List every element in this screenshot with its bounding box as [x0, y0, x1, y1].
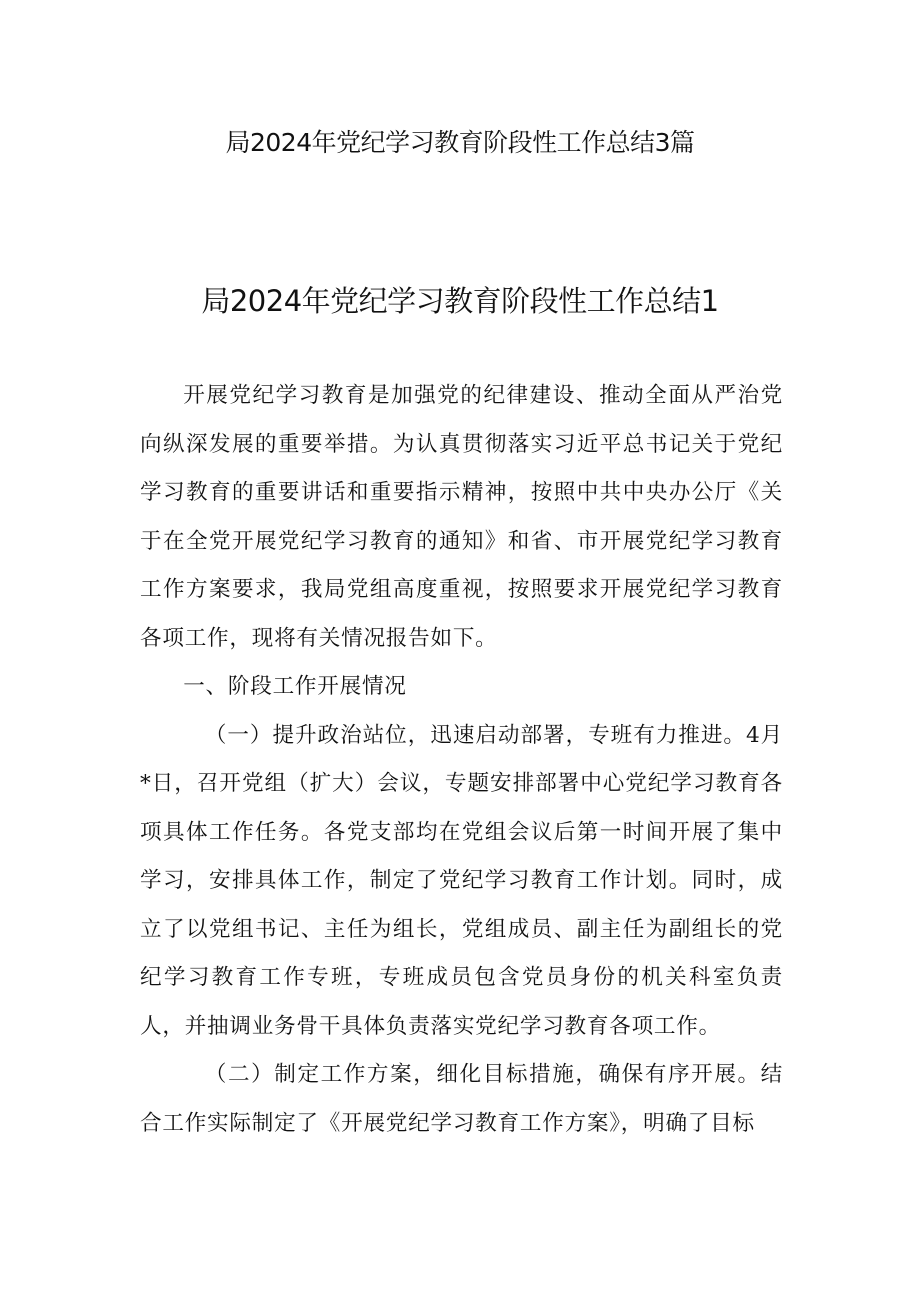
paragraph-item-1: （一）提升政治站位，迅速启动部署，专班有力推进。4月*日，召开党组（扩大）会议，专题安排部署中心党纪学习教育各项具体工作任务。各党支部均在党组会议后第一时间开展了集中学习，安排具体工作，制定了党纪学习教育工作计划。同时，成立了以党组书记、主任为组长，党组成员、副主任为副组长的党纪学习教育工作专班，专班成员包含党员身份的机关科室负责人，并抽调业务骨干具体负责落实党纪学习教育各项工作。 — [140, 722, 783, 1039]
document-body — [140, 372, 783, 1148]
intro-paragraph: 开展党纪学习教育是加强党的纪律建设、推动全面从严治党向纵深发展的重要举措。为认真贯彻落实习近平总书记关于党纪学习教育的重要讲话和重要指示精神，按照中共中央办公厅《关于在全党开展党纪学习教育的通知》和省、市开展党纪学习教育工作方案要求，我局党组高度重视，按照要求开展党纪学习教育各项工作，现将有关情况报告如下。 — [140, 383, 783, 651]
document-title: 局2024年党纪学习教育阶段性工作总结3篇 — [225, 128, 695, 157]
paragraph-item-2: （二）制定工作方案，细化目标措施，确保有序开展。结合工作实际制定了《开展党纪学习教育工作方案》，明确了目标 — [140, 1062, 783, 1136]
heading-stage-work: 一、阶段工作开展情况 — [183, 674, 407, 699]
section-title: 局2024年党纪学习教育阶段性工作总结1 — [201, 284, 719, 318]
